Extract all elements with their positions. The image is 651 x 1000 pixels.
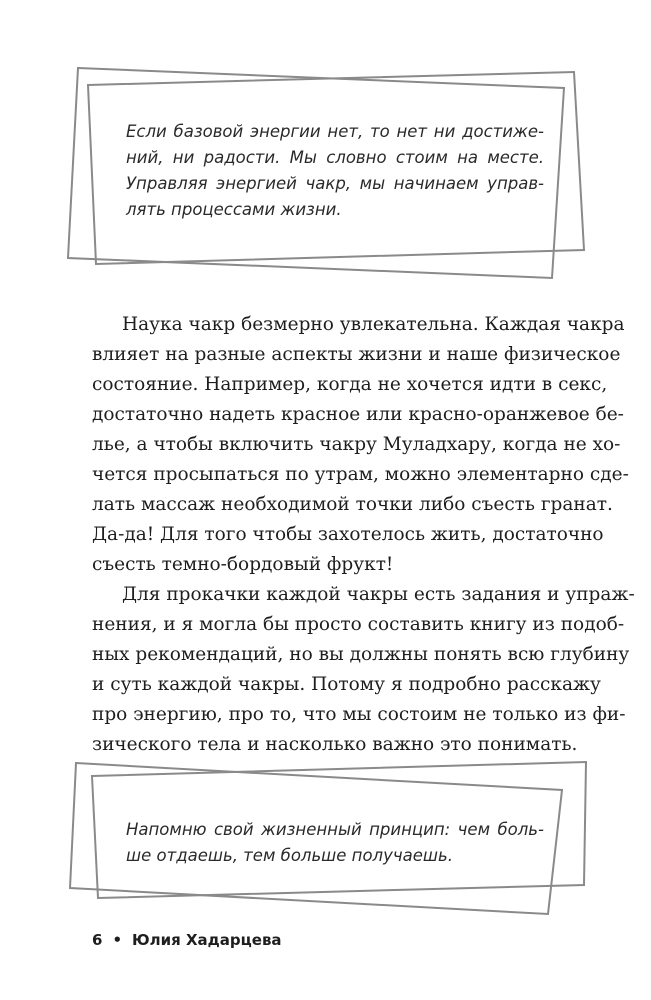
footer-bullet: •: [112, 931, 123, 949]
callout-top-line: лять процессами жизни.: [126, 200, 342, 219]
page-number: 6: [92, 931, 103, 949]
paragraph-line: нения, и я могла бы просто составить книгу из подоб-: [92, 614, 625, 635]
callout-top: [126, 119, 544, 223]
paragraph-line: зического тела и насколько важно это понимать.: [92, 734, 578, 755]
paragraph-line: чется просыпаться по утрам, можно элементарно сде-: [92, 464, 629, 485]
paragraph-line: Наука чакр безмерно увлекательна. Каждая чакра: [122, 314, 625, 335]
author-name: Юлия Хадарцева: [132, 931, 282, 949]
paragraph-line: ных рекомендаций, но вы должны понять всю глубину: [92, 644, 630, 665]
callout-top-line: ний, ни радости. Мы словно стоим на месте.: [126, 148, 544, 167]
paragraph-line: лье, а чтобы включить чакру Муладхару, когда не хо-: [92, 434, 621, 455]
paragraph-line: про энергию, про то, что мы состоим не только из фи-: [92, 704, 626, 725]
paragraph-line: лать массаж необходимой точки либо съесть гранат.: [92, 494, 613, 515]
paragraph-1: [92, 310, 629, 580]
paragraph-line: состояние. Например, когда не хочется идти в секс,: [92, 374, 608, 395]
paragraph-line: и суть каждой чакры. Потому я подробно расскажу: [92, 674, 601, 695]
paragraph-line: достаточно надеть красное или красно-оранжевое бе-: [92, 404, 624, 425]
callout-top-line: Если базовой энергии нет, то нет ни достиже-: [126, 122, 544, 141]
callout-bottom-line: Напомню свой жизненный принцип: чем боль-: [126, 820, 544, 839]
callout-top-line: Управляя энергией чакр, мы начинаем управ-: [126, 174, 544, 193]
page-footer: [92, 931, 282, 949]
paragraph-line: Да-да! Для того чтобы захотелось жить, достаточно: [92, 524, 604, 545]
callout-bottom: [126, 817, 544, 869]
callout-bottom-line: ше отдаешь, тем больше получаешь.: [126, 846, 453, 865]
paragraph-line: Для прокачки каждой чакры есть задания и упраж-: [122, 584, 635, 605]
paragraph-line: съесть темно-бордовый фрукт!: [92, 554, 394, 575]
paragraph-line: влияет на разные аспекты жизни и наше физическое: [92, 344, 621, 365]
paragraph-2: [92, 580, 635, 760]
